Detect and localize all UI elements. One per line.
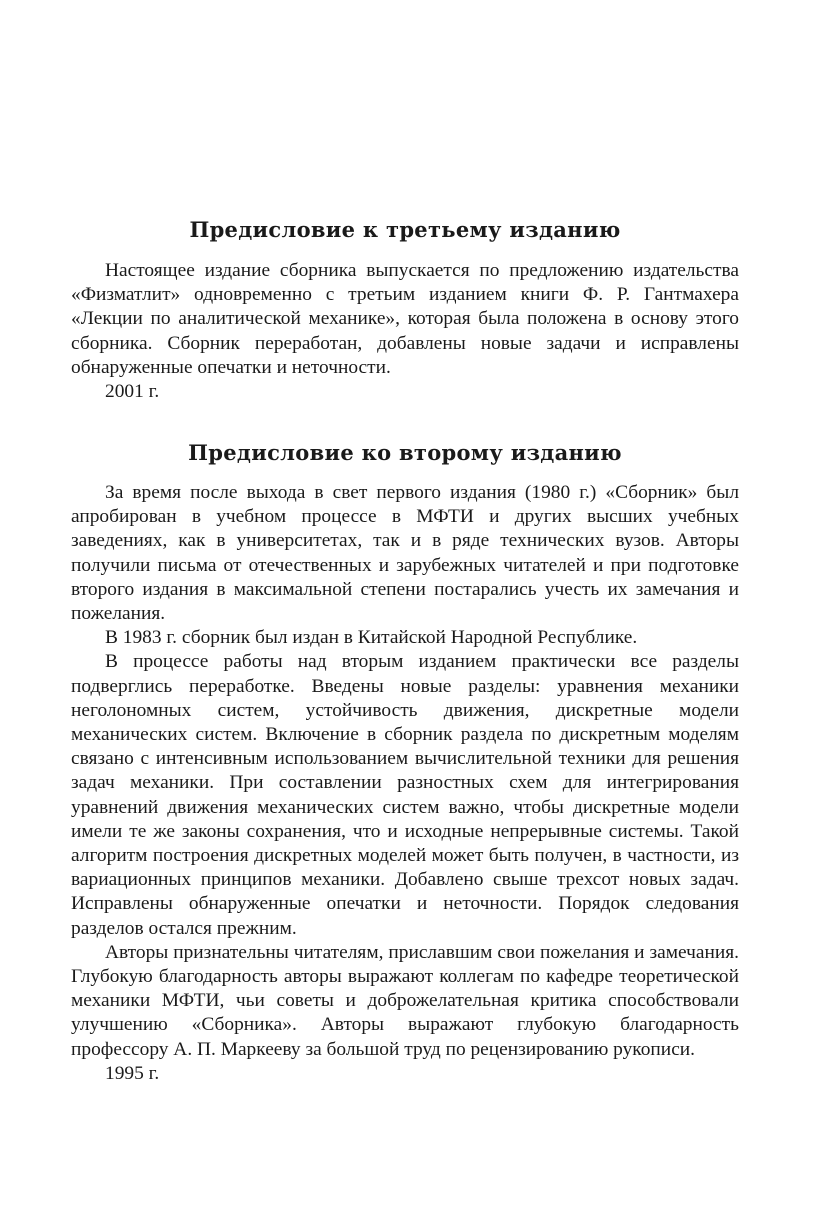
section-date: 1995 г. bbox=[105, 1062, 160, 1084]
paragraph: Настоящее издание сборника выпускается по предложению издательства «Физматлит» одновременно с третьим изданием книги Ф. Р. Гантмахера «Лекции по аналитической механике», которая была положена в основу этого сборника. Сборник переработан, добавлены новые задачи и исправлены обнаруженные опечатки и неточности. bbox=[71, 260, 739, 378]
paragraph: В процессе работы над вторым изданием практически все разделы подверглись переработке. Введены новые разделы: уравнения механики неголономных систем, устойчивость движения, дискретные модели механических систем. Включение в сборник раздела по дискретным моделям связано с интенсивным использованием вычислительной техники для решения задач механики. При составлении разностных схем для интегрирования уравнений движения механических систем важно, чтобы дискретные модели имели те же законы сохранения, что и исходные непрерывные системы. Такой алгоритм построения дискретных моделей может быть получен, в частности, из вариационных принципов механики. Добавлено свыше трехсот новых задач. Исправлены обнаруженные опечатки и неточности. Порядок следования разделов остался прежним. bbox=[71, 651, 739, 939]
section-title-second-edition: Предисловие ко второму изданию bbox=[188, 440, 622, 465]
section-body-third-edition bbox=[71, 259, 739, 404]
section-body-second-edition bbox=[71, 481, 739, 1086]
paragraph: За время после выхода в свет первого издания (1980 г.) «Сборник» был апробирован в учебном процессе в МФТИ и других высших учебных заведениях, как в университетах, так и в ряде технических вузов. Авторы получили письма от отечественных и зарубежных читателей и при подготовке второго издания в максимальной степени постарались учесть их замечания и пожелания. bbox=[71, 482, 739, 625]
paragraph: Авторы признательны читателям, приславшим свои пожелания и замечания. Глубокую благодарность авторы выражают коллегам по кафедре теоретической механики МФТИ, чьи советы и доброжелательная критика способствовали улучшению «Сборника». Авторы выражают глубокую благодарность профессору А. П. Маркееву за большой труд по рецензированию рукописи. bbox=[71, 941, 739, 1060]
section-title-third-edition: Предисловие к третьему изданию bbox=[189, 217, 621, 242]
section-date: 2001 г. bbox=[105, 381, 160, 403]
paragraph: В 1983 г. сборник был издан в Китайской Народной Республике. bbox=[105, 627, 638, 649]
